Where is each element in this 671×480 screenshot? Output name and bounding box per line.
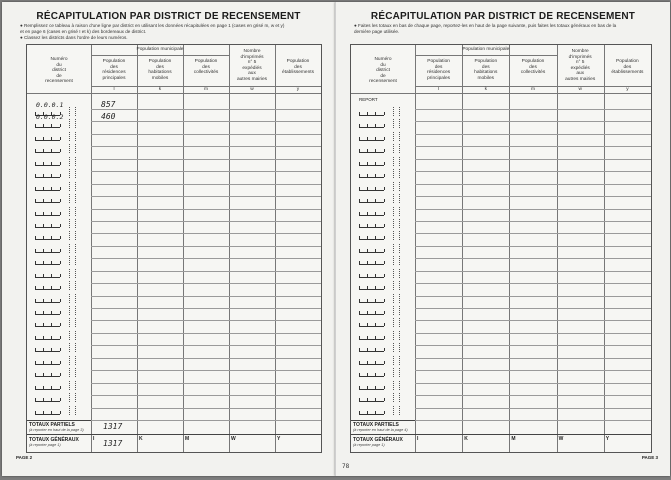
header-letter: y [626, 87, 629, 92]
district-number-boxes [359, 145, 384, 153]
district-check-boxes [393, 381, 400, 390]
district-number-boxes [35, 120, 60, 128]
district-check-boxes [69, 269, 76, 278]
residences-value: 460 [101, 112, 116, 122]
district-number-boxes [359, 220, 384, 228]
header-etablissements: Population des établissements [611, 59, 644, 76]
district-check-boxes [393, 356, 400, 365]
totaux-generaux-value: 1317 [103, 439, 123, 448]
district-number-value: 0.0.0.2 [36, 113, 64, 122]
district-check-boxes [69, 356, 76, 365]
district-check-boxes [393, 157, 400, 166]
district-check-boxes [69, 231, 76, 240]
district-check-boxes [69, 393, 76, 402]
district-number-boxes [359, 307, 384, 315]
header-letter: m [530, 87, 535, 92]
report-label: REPORT [359, 97, 378, 102]
district-number-boxes [35, 307, 60, 315]
district-number-boxes [359, 369, 384, 377]
instruction-line: et en page 6 (cases en grisé I et k) des bordereaux de district. [20, 29, 147, 34]
district-check-boxes [69, 294, 76, 303]
district-check-boxes [393, 393, 400, 402]
district-check-boxes [69, 219, 76, 228]
header-district-number: Numéro du district de recensement [369, 57, 397, 85]
district-check-boxes [393, 368, 400, 377]
district-check-boxes [69, 119, 76, 128]
district-number-boxes [35, 282, 60, 290]
district-check-boxes [393, 169, 400, 178]
district-number-boxes [359, 257, 384, 265]
header-habitations: Population des habitations mobiles [148, 59, 172, 81]
district-number-boxes [359, 245, 384, 253]
header-letter: w [578, 87, 582, 92]
header-imprimes: Nombre d'imprimés n° 5 expédiés aux autres mairies [565, 49, 596, 82]
district-check-boxes [69, 306, 76, 315]
district-check-boxes [393, 244, 400, 253]
header-population-municipale: Population municipale [462, 47, 510, 52]
district-number-boxes [35, 195, 60, 203]
district-number-boxes [35, 270, 60, 278]
district-check-boxes [69, 169, 76, 178]
district-check-boxes [69, 144, 76, 153]
district-number-boxes [359, 382, 384, 390]
district-check-boxes [69, 406, 76, 415]
header-letter: I [113, 87, 115, 92]
district-number-boxes [359, 407, 384, 415]
totaux-partiels-label: TOTAUX PARTIELS [353, 422, 399, 428]
district-check-boxes [69, 368, 76, 377]
district-check-boxes [393, 269, 400, 278]
district-number-boxes [35, 407, 60, 415]
district-check-boxes [393, 406, 400, 415]
district-check-boxes [69, 157, 76, 166]
header-habitations: Population des habitations mobiles [474, 59, 498, 81]
district-number-boxes [359, 394, 384, 402]
district-check-boxes [393, 132, 400, 141]
district-check-boxes [393, 318, 400, 327]
district-number-boxes [35, 133, 60, 141]
district-number-boxes [359, 357, 384, 365]
instructions [20, 23, 284, 41]
total-column-letter: M [511, 436, 516, 442]
district-check-boxes [69, 244, 76, 253]
district-check-boxes [393, 256, 400, 265]
district-check-boxes [69, 318, 76, 327]
district-check-boxes [69, 107, 76, 116]
margin-mark: 78 [342, 463, 350, 470]
instruction-line: ● Classez les districts dans l'ordre de leurs numéros. [20, 35, 128, 40]
header-letter: m [204, 87, 208, 92]
total-column-letter: M [185, 436, 190, 442]
recap-table [26, 44, 322, 453]
page-number: PAGE 3 [641, 455, 658, 460]
district-number-boxes [35, 344, 60, 352]
district-check-boxes [393, 119, 400, 128]
page-title: RÉCAPITULATION PAR DISTRICT DE RECENSEMENT [370, 11, 636, 22]
residences-value: 857 [101, 100, 116, 109]
totaux-partiels-value: 1317 [103, 422, 123, 431]
district-check-boxes [69, 132, 76, 141]
district-number-boxes [35, 257, 60, 265]
total-column-letter: K [139, 436, 143, 442]
district-number-boxes [359, 120, 384, 128]
district-number-boxes [35, 170, 60, 178]
district-number-boxes [35, 158, 60, 166]
instruction-line: ● Remplissez ce tableau à raison d'une ligne par district en utilisant les données récapitulées en page 1 (cases en grisé m, w et y) [20, 23, 285, 28]
district-number-boxes [359, 195, 384, 203]
totaux-generaux-label: TOTAUX GÉNÉRAUX [353, 437, 403, 443]
district-number-boxes [35, 357, 60, 365]
header-residences: Population des résidences principales [102, 59, 126, 81]
district-number-boxes [35, 332, 60, 340]
total-column-letter: K [464, 436, 468, 442]
district-check-boxes [69, 256, 76, 265]
total-column-letter: Y [605, 436, 610, 442]
district-number-boxes [35, 382, 60, 390]
district-number-boxes [359, 232, 384, 240]
instruction-line: ● Faites les totaux en bas de chaque page, reportez-les en haut de la page suivante, puis faites les totaux généraux en bas de la [354, 23, 617, 28]
total-column-letter: W [231, 436, 236, 442]
page-title: RÉCAPITULATION PAR DISTRICT DE RECENSEMENT [36, 11, 301, 22]
header-letter: k [158, 87, 162, 92]
header-population-municipale: Population municipale [136, 47, 184, 52]
district-number-boxes [35, 394, 60, 402]
district-number-boxes [359, 108, 384, 116]
totaux-generaux-note: (à reporter page 1) [29, 443, 61, 447]
district-number-boxes [359, 183, 384, 191]
district-check-boxes [69, 343, 76, 352]
district-number-boxes [359, 158, 384, 166]
district-check-boxes [69, 182, 76, 191]
total-column-letter: I [417, 436, 419, 442]
header-residences: Population des résidences principales [426, 59, 451, 81]
left-page [2, 2, 335, 476]
district-check-boxes [393, 231, 400, 240]
instruction-line: dernière page utilisée. [354, 29, 400, 34]
district-check-boxes [393, 144, 400, 153]
district-check-boxes [393, 194, 400, 203]
district-check-boxes [393, 331, 400, 340]
page-number: PAGE 2 [16, 455, 33, 460]
header-district-number: Numéro du district de recensement [45, 57, 73, 85]
district-number-boxes [35, 319, 60, 327]
district-number-boxes [35, 295, 60, 303]
recap-table [350, 44, 652, 453]
district-number-boxes [359, 295, 384, 303]
header-etablissements: Population des établissements [282, 59, 314, 76]
district-number-boxes [35, 232, 60, 240]
district-check-boxes [69, 207, 76, 216]
district-check-boxes [393, 343, 400, 352]
district-number-value: 0.0.0.1 [36, 101, 64, 109]
totaux-generaux-label: TOTAUX GÉNÉRAUX [29, 437, 79, 443]
total-column-letter: I [93, 436, 95, 442]
district-check-boxes [393, 294, 400, 303]
right-page [335, 2, 670, 476]
district-number-boxes [359, 208, 384, 216]
totaux-partiels-note: (à reporter en haut de la page 3) [29, 428, 84, 432]
district-number-boxes [359, 133, 384, 141]
totaux-partiels-note: (à reporter en haut de la page 4) [353, 428, 408, 432]
total-column-letter: W [558, 436, 564, 442]
district-check-boxes [393, 219, 400, 228]
district-number-boxes [35, 369, 60, 377]
total-column-letter: Y [277, 436, 281, 442]
district-number-boxes [359, 332, 384, 340]
header-collectivites: Population des collectivités [520, 59, 546, 76]
header-letter: k [484, 87, 487, 92]
district-number-boxes [35, 183, 60, 191]
district-number-boxes [35, 220, 60, 228]
header-letter: w [250, 87, 254, 92]
district-number-boxes [359, 170, 384, 178]
district-check-boxes [69, 381, 76, 390]
district-number-boxes [35, 208, 60, 216]
district-number-boxes [35, 245, 60, 253]
header-letter: I [437, 87, 440, 92]
district-number-boxes [359, 282, 384, 290]
district-check-boxes [393, 281, 400, 290]
district-check-boxes [393, 107, 400, 116]
district-number-boxes [359, 319, 384, 327]
district-check-boxes [69, 194, 76, 203]
totaux-generaux-note: (à reporter page 1) [353, 443, 385, 447]
district-check-boxes [69, 331, 76, 340]
district-check-boxes [69, 281, 76, 290]
totaux-partiels-label: TOTAUX PARTIELS [29, 422, 75, 428]
district-check-boxes [393, 207, 400, 216]
district-check-boxes [393, 306, 400, 315]
header-letter: y [296, 87, 300, 92]
district-number-boxes [359, 270, 384, 278]
district-number-boxes [359, 344, 384, 352]
header-imprimes: Nombre d'imprimés n° 5 expédiés aux autres mairies [236, 49, 268, 82]
header-collectivites: Population des collectivités [193, 59, 219, 76]
instructions [354, 23, 616, 35]
district-number-boxes [35, 145, 60, 153]
district-check-boxes [393, 182, 400, 191]
